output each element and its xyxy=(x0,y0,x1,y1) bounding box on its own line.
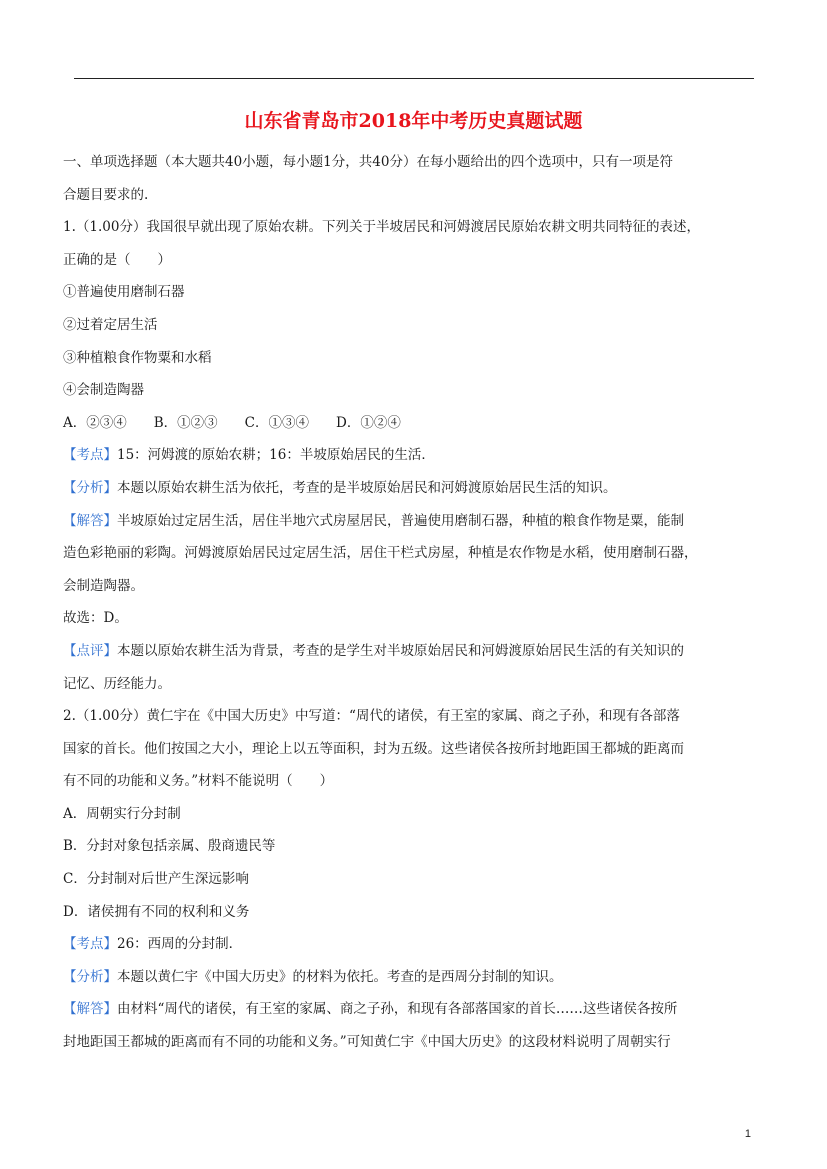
dianping-text: 本题以原始农耕生活为背景，考查的是学生对半坡原始居民和河姆渡原始居民生活的有关知识的 xyxy=(117,642,684,659)
fenxi-text: 本题以黄仁宇《中国大历史》的材料为依托。考查的是西周分封制的知识。 xyxy=(117,968,563,985)
q1-item: ③种植粮食作物粟和水稻 xyxy=(63,349,212,366)
kaodian-text: 26：西周的分封制． xyxy=(117,936,243,953)
fenxi-tag: 【分析】 xyxy=(63,479,117,496)
q2-kaodian xyxy=(63,928,767,961)
q1-jieda-line: 造色彩艳丽的彩陶。河姆渡原始居民过定居生活，居住干栏式房屋，种植是农作物是水稻，使用磨制石器， xyxy=(63,545,698,562)
q1-fenxi xyxy=(63,472,767,505)
jieda-tag: 【解答】 xyxy=(63,512,117,529)
q2-option: B．分封对象包括亲属、殷商遗民等 xyxy=(63,838,276,855)
dianping-tag: 【点评】 xyxy=(63,642,117,659)
header-rule xyxy=(74,78,754,79)
q1-dianping-line: 记忆、历经能力。 xyxy=(63,675,171,692)
kaodian-tag: 【考点】 xyxy=(63,447,117,464)
q2-option: A．周朝实行分封制 xyxy=(63,805,181,822)
q2-jieda xyxy=(63,993,767,1026)
kaodian-tag: 【考点】 xyxy=(63,936,117,953)
q1-stem-line: 1.（1.00分）我国很早就出现了原始农耕。下列关于半坡居民和河姆渡居民原始农耕文明共同特征的表述， xyxy=(63,219,700,236)
q1-item: ②过着定居生活 xyxy=(63,316,158,333)
q2-option: D．诸侯拥有不同的权利和义务 xyxy=(63,903,250,920)
q1-item: ④会制造陶器 xyxy=(63,382,144,399)
fenxi-tag: 【分析】 xyxy=(63,968,117,985)
q1-stem-line: 正确的是（ ） xyxy=(63,251,171,268)
q1-jieda-line: 会制造陶器。 xyxy=(63,577,144,594)
q1-answer: 故选：D。 xyxy=(63,610,128,627)
section-intro-line: 合题目要求的. xyxy=(63,186,149,203)
jieda-tag: 【解答】 xyxy=(63,1001,117,1018)
jieda-text: 由材料“周代的诸侯，有王室的家属、商之子孙，和现有各部落国家的首长……这些诸侯各按所 xyxy=(117,1001,678,1018)
q2-stem-line: 2.（1.00分）黄仁宇在《中国大历史》中写道：“周代的诸侯，有王室的家属、商之子孙，和现有各部落 xyxy=(63,708,680,725)
q2-option: C．分封制对后世产生深远影响 xyxy=(63,871,249,888)
q2-fenxi xyxy=(63,961,767,994)
q2-stem-line: 有不同的功能和义务。”材料不能说明（ ） xyxy=(63,773,334,790)
q2-stem-line: 国家的首长。他们按国之大小，理论上以五等面积，封为五级。这些诸侯各按所封地距国王都城的距离而 xyxy=(63,740,684,757)
kaodian-text: 15：河姆渡的原始农耕；16：半坡原始居民的生活． xyxy=(117,447,435,464)
q1-jieda xyxy=(63,505,767,538)
document-title: 山东省青岛市2018年中考历史真题试题 xyxy=(244,110,583,132)
page-number: 1 xyxy=(744,1128,751,1140)
section-intro-line: 一、单项选择题（本大题共40小题，每小题1分，共40分）在每小题给出的四个选项中，只有一项是符 xyxy=(63,154,673,170)
q1-options: A．②③④ B．①②③ C．①③④ D．①②④ xyxy=(63,414,401,431)
q1-kaodian xyxy=(63,439,767,472)
q1-dianping xyxy=(63,635,767,668)
fenxi-text: 本题以原始农耕生活为依托，考查的是半坡原始居民和河姆渡原始居民生活的知识。 xyxy=(117,479,617,496)
document-body xyxy=(63,146,767,1059)
q1-item: ①普遍使用磨制石器 xyxy=(63,284,185,301)
q2-jieda-line: 封地距国王都城的距离而有不同的功能和义务。”可知黄仁宇《中国大历史》的这段材料说明了周朝实行 xyxy=(63,1034,671,1051)
jieda-text: 半坡原始过定居生活，居住半地穴式房屋居民，普遍使用磨制石器，种植的粮食作物是粟，能制 xyxy=(117,512,684,529)
